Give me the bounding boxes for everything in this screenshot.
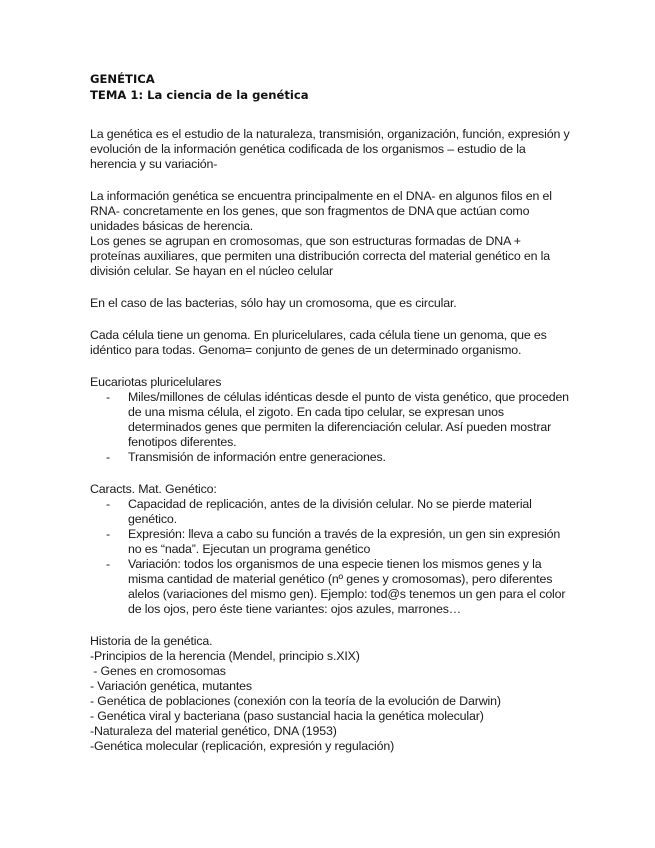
- eukaryotes-list: [90, 390, 570, 465]
- bacteria-paragraph: En el caso de las bacterias, sólo hay un cromosoma, que es circular.: [90, 296, 457, 310]
- list-item: - Expresión: lleva a cabo su función a través de la expresión, un gen sin expresión no es “nada”. Ejecutan un programa genético: [128, 527, 570, 557]
- list-item: - Transmisión de información entre generaciones.: [128, 450, 570, 465]
- eukaryotes-heading: Eucariotas pluricelulares: [90, 375, 222, 389]
- genes-paragraph: Los genes se agrupan en cromosomas, que son estructuras formadas de DNA + proteínas auxiliares, que permiten una distribución correcta del material genético en la división celular. Se hayan en el núcleo celular: [90, 234, 550, 278]
- list-item: - Variación genética, mutantes: [90, 679, 252, 693]
- characteristics-list: [90, 497, 570, 617]
- list-item: - Genética viral y bacteriana (paso sustancial hacia la genética molecular): [90, 709, 484, 723]
- document-subtitle: TEMA 1: La ciencia de la genética: [90, 88, 309, 102]
- list-item: -Naturaleza del material genético, DNA (1953): [90, 724, 337, 738]
- history-list: [90, 649, 570, 754]
- list-item: - Genética de poblaciones (conexión con la teoría de la evolución de Darwin): [90, 694, 501, 708]
- list-item: - Capacidad de replicación, antes de la división celular. No se pierde material genético.: [128, 497, 570, 527]
- list-item: - Miles/millones de células idénticas desde el punto de vista genético, que proceden de una misma célula, el zigoto. En cada tipo celular, se expresan unos determinados genes que permiten la diferenciación celular. Así pueden mostrar fenotipos diferentes.: [128, 390, 570, 450]
- list-item: - Genes en cromosomas: [90, 664, 226, 678]
- intro-paragraph: La genética es el estudio de la naturaleza, transmisión, organización, función, expresión y evolución de la información genética codificada de los organismos – estudio de la herencia y su variación-: [90, 127, 570, 171]
- genome-paragraph: Cada célula tiene un genoma. En pluricelulares, cada célula tiene un genoma, que es idéntico para todas. Genoma= conjunto de genes de un determinado organismo.: [90, 328, 547, 357]
- dna-paragraph: La información genética se encuentra principalmente en el DNA- en algunos filos en el RNA- concretamente en los genes, que son fragmentos de DNA que actúan como unidades básicas de herencia.: [90, 189, 552, 233]
- document-body: [90, 72, 570, 754]
- list-item: -Genética molecular (replicación, expresión y regulación): [90, 739, 395, 753]
- list-item: - Variación: todos los organismos de una especie tienen los mismos genes y la misma cantidad de material genético (nº genes y cromosomas), pero diferentes alelos (variaciones del mismo gen). Ejemplo: tod@s tenemos un gen para el color de los ojos, pero éste tiene variantes: ojos azules, marrones…: [128, 557, 570, 617]
- document-title: GENÉTICA: [90, 72, 155, 86]
- characteristics-heading: Caracts. Mat. Genético:: [90, 482, 217, 496]
- history-heading: Historia de la genética.: [90, 634, 213, 648]
- list-item: -Principios de la herencia (Mendel, principio s.XIX): [90, 649, 360, 663]
